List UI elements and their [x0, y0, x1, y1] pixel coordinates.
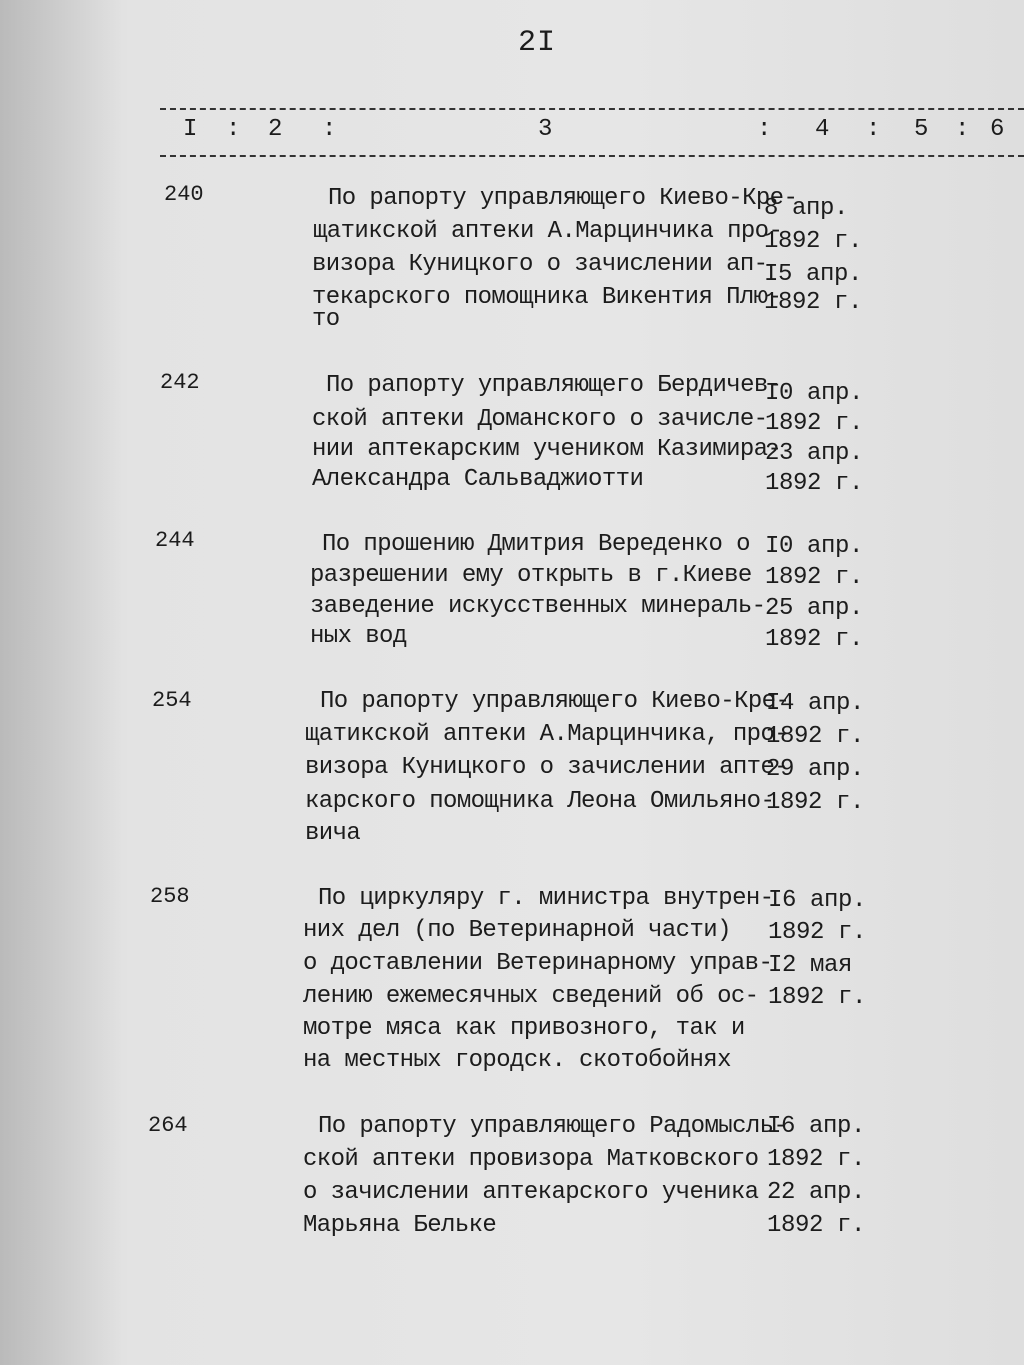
- entry-date: I5 апр.: [764, 261, 863, 288]
- entry-number: 242: [160, 370, 200, 395]
- entry-description-line: мотре мяса как привозного, так и: [303, 1015, 745, 1042]
- entry-description-line: визора Куницкого о зачислении ап-: [312, 251, 768, 278]
- column-header-2: 2: [268, 116, 283, 143]
- column-separator: :: [866, 116, 881, 143]
- entry-number: 258: [150, 884, 190, 909]
- entry-date: 1892 г.: [767, 1146, 866, 1173]
- entry-description-line: заведение искусственных минераль-: [310, 593, 766, 620]
- entry-description-line: нии аптекарским учеником Казимира-: [312, 436, 782, 463]
- entry-date: I0 апр.: [765, 533, 864, 560]
- entry-date: I0 апр.: [765, 380, 864, 407]
- entry-description-line: текарского помощника Викентия Плю-: [312, 284, 782, 311]
- column-header-4: 4: [815, 116, 830, 143]
- entry-description-line: ской аптеки провизора Матковского: [303, 1146, 759, 1173]
- entry-description-line: По циркуляру г. министра внутрен-: [318, 885, 774, 912]
- entry-description-line: ской аптеки Доманского о зачисле-: [312, 406, 768, 433]
- entry-date: 1892 г.: [766, 723, 865, 750]
- entry-description-line: вича: [305, 820, 361, 847]
- entry-date: 1892 г.: [764, 289, 863, 316]
- entry-description-line: о зачислении аптекарского ученика: [303, 1179, 759, 1206]
- entry-description-line: на местных городск. скотобойнях: [303, 1047, 731, 1074]
- entry-number: 264: [148, 1113, 188, 1138]
- entry-date: I2 мая: [768, 952, 853, 979]
- column-header-1: I: [183, 116, 198, 143]
- entry-date: 1892 г.: [765, 564, 864, 591]
- entry-date: 1892 г.: [766, 789, 865, 816]
- entry-description-line: По прошению Дмитрия Вереденко о: [322, 531, 750, 558]
- entry-description-line: них дел (по Ветеринарной части): [303, 917, 731, 944]
- entry-description-line: По рапорту управляющего Радомысль-: [318, 1113, 788, 1140]
- entry-description-line: щатикской аптеки А.Марцинчика про-: [313, 218, 783, 245]
- entry-description-line: ных вод: [310, 623, 407, 650]
- entry-number: 254: [152, 688, 192, 713]
- entry-description-line: щатикской аптеки А.Марцинчика, про-: [305, 721, 789, 748]
- column-separator: :: [955, 116, 970, 143]
- header-rule-bottom: [160, 155, 1024, 157]
- column-separator: :: [757, 116, 772, 143]
- entry-number: 244: [155, 528, 195, 553]
- entry-date: 1892 г.: [768, 984, 867, 1011]
- entry-description-line: По рапорту управляющего Бердичев-: [326, 372, 782, 399]
- entry-date: I4 апр.: [766, 690, 865, 717]
- column-separator: :: [226, 116, 241, 143]
- entry-description-line: Александра Сальваджиотти: [312, 466, 644, 493]
- entry-description-line: то: [312, 306, 340, 333]
- column-header-5: 5: [914, 116, 929, 143]
- column-header-6: 6: [990, 116, 1005, 143]
- entry-date: 1892 г.: [765, 410, 864, 437]
- column-separator: :: [322, 116, 337, 143]
- entry-description-line: По рапорту управляющего Киево-Кре-: [320, 688, 790, 715]
- entry-description-line: Марьяна Бельке: [303, 1212, 497, 1239]
- entry-date: 1892 г.: [765, 626, 864, 653]
- entry-date: 1892 г.: [768, 919, 867, 946]
- page-number: 2I: [518, 26, 557, 60]
- entry-date: 1892 г.: [764, 228, 863, 255]
- header-rule-top: [160, 108, 1024, 110]
- entry-date: 8 апр.: [764, 195, 849, 222]
- entry-description-line: По рапорту управляющего Киево-Кре-: [328, 185, 798, 212]
- entry-date: I6 апр.: [768, 887, 867, 914]
- entry-date: 22 апр.: [767, 1179, 866, 1206]
- entry-description-line: визора Куницкого о зачислении апте-: [305, 754, 789, 781]
- entry-date: 29 апр.: [766, 756, 865, 783]
- entry-date: 1892 г.: [765, 470, 864, 497]
- binding-shadow: [0, 0, 130, 1365]
- entry-description-line: разрешении ему открыть в г.Киеве: [310, 562, 752, 589]
- column-header-3: 3: [538, 116, 553, 143]
- entry-number: 240: [164, 182, 204, 207]
- entry-description-line: лению ежемесячных сведений об ос-: [303, 983, 759, 1010]
- entry-date: 23 апр.: [765, 440, 864, 467]
- entry-date: 25 апр.: [765, 595, 864, 622]
- entry-description-line: карского помощника Леона Омильяно-: [305, 788, 775, 815]
- entry-date: I6 апр.: [767, 1113, 866, 1140]
- entry-description-line: о доставлении Ветеринарному управ-: [303, 950, 773, 977]
- entry-date: 1892 г.: [767, 1212, 866, 1239]
